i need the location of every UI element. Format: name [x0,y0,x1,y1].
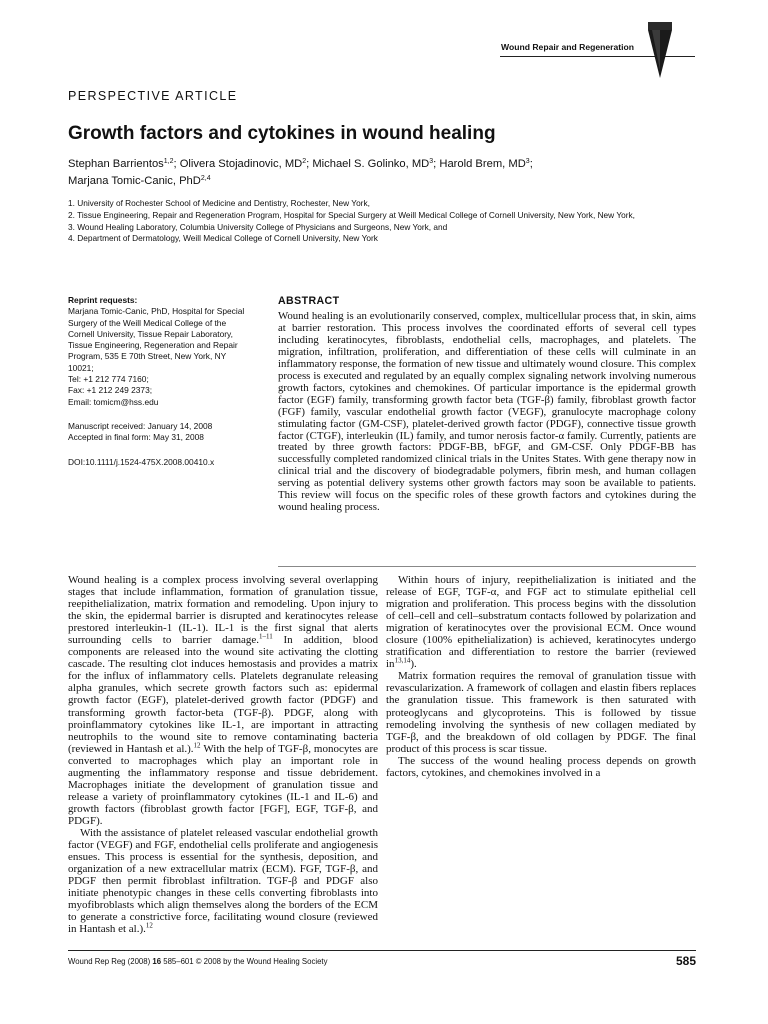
author-affiliation-marker: 1,2 [163,158,174,165]
author-separator: ; [529,158,533,170]
reprint-address: Marjana Tomic-Canic, PhD, Hospital for Special Surgery of the Weill Medical College of the Cornell University, Tissue Repair Laboratory, Tissue Engineering, Regeneration and Repair Program, 535 E 70th Street, New York, NY 10021; [68,306,245,373]
affiliation-item: 4. Department of Dermatology, Weill Medical College of Cornell University, New York [68,233,378,244]
paragraph-text: With the help of TGF-β, monocytes are converted to macrophages which play an important role in augmenting the inflammatory response and tissue debridement. Macrophages initiate the development of granulation tissue and release a variety of proinflammatory cytokines (IL-1 and IL-6) and growth factors (fibroblast growth factor [FGF], EGF, TGF-β, and PDGF). [68,742,378,827]
author-affiliation-marker: 2 [302,158,307,165]
affiliation-item: 1. University of Rochester School of Medicine and Dentistry, Rochester, New York, [68,198,370,208]
author-name: Harold Brem, MD [439,158,526,170]
body-paragraph [68,574,378,827]
abstract-body-text: Wound healing is an evolutionarily conserved, complex, multicellular process that, in skin, aims at barrier restoration. This process involves the coordinated efforts of several cell types including keratinocytes, fibroblasts, endothelial cells, macrophages, and platelets. The migration, infiltration, proliferation, and differentiation of these cells will culminate in an inflammatory response, the formation of new tissue and ultimately wound closure. This complex process is executed and regulated by an equally complex signaling network involving numerous growth factors, cytokines and chemokines. Of particular importance is the epidermal growth factor (EGF) family, transforming growth factor beta (TGF-β) family, fibroblast growth factor (FGF) family, vascular endothelial growth factor (VEGF), granulocyte macrophage colony stimulating factor (GM-CSF), platelet-derived growth factor (PDGF), connective tissue growth factor (CTGF), interleukin (IL) family, and tumor nerosis factor-α family. Currently, patients are treated by three growth factors: PDGF-BB, bFGF, and GM-CSF. Only PDGF-BB has successfully completed randomized clinical trials in the Unites States. With gene therapy now in clinical trial and the discovery of biodegradable polymers, fibrin mesh, and human collagen serving as potential delivery systems other growth factors may soon be available to patients. This review will focus on the specific roles of these growth factors and cytokines during the wound healing process. [278,310,696,514]
footer-copyright: 585–601 © 2008 by the Wound Healing Society [161,957,328,966]
author-name: Stephan Barrientos [68,158,164,170]
paragraph-text: Matrix formation requires the removal of granulation tissue with revascularization. A framework of collagen and elastin fibers replaces the granulation tissue. This framework is then saturated with proteoglycans and glycoproteins. This is followed by tissue remodeling involving the synthesis of new collagen mediated by TGF-β, and the breakdown of old collagen by PDGF. The final product of this process is scar tissue. [386,670,696,755]
body-column-left [68,574,378,935]
manuscript-received: Manuscript received: January 14, 2008 [68,420,213,431]
author-list [68,156,708,190]
abstract-text [278,311,696,514]
author-name: Michael S. Golinko, MD [312,158,430,170]
affiliation-item: 3. Wound Healing Laboratory, Columbia University College of Physicians and Surgeons, New York, and [68,221,448,232]
reprint-email[interactable]: Email: tomicm@hss.edu [68,396,159,407]
reprint-tel: Tel: +1 212 774 7160; [68,374,149,385]
footer-citation [68,957,327,966]
paragraph-text: Within hours of injury, reepithelialization is initiated and the release of EGF, TGF-α, and FGF act to stimulate epithelial cell migration and proliferation. This process begins with the dissolution of cell–cell and cell–substratum contacts followed by polarization and migration of keratinocytes over the provisional ECM. Once wound closure (100% epithelialization) is achieved, keratinocytes undergo stratification and differentiation to restore the barrier (reviewed in [386,574,696,671]
citation-marker[interactable]: 12 [193,741,201,749]
paragraph-text: The success of the wound healing process depends on growth factors, cytokines, and chemokines involved in a [386,754,696,779]
abstract-divider [278,566,696,567]
citation-marker[interactable]: 12 [145,921,153,930]
article-type: PERSPECTIVE ARTICLE [68,89,238,103]
journal-header [0,0,768,80]
paragraph-text: Wound healing is a complex process involving several overlapping stages that include inflammation, formation of granulation tissue, reepithelialization, matrix formation and remodeling. Upon injury to the skin, the epidermal barrier is disrupted and keratinocytes release prestored interleukin-1 (IL-1). IL-1 is the first signal that alerts surrounding cells to barrier damage. [68,574,378,647]
journal-logo-icon [640,22,680,82]
body-column-right [386,574,696,779]
journal-name: Wound Repair and Regeneration [501,42,635,52]
body-paragraph [386,755,696,779]
article-title: Growth factors and cytokines in wound healing [68,123,496,144]
body-paragraph [386,574,696,670]
article-info-sidebar [68,295,248,468]
paragraph-text: ). [410,658,417,671]
reprint-label: Reprint requests: [68,295,138,305]
author-affiliation-marker: 2,4 [200,175,211,182]
abstract-heading: ABSTRACT [278,295,340,307]
author-affiliation-marker: 3 [429,158,434,165]
manuscript-accepted: Accepted in final form: May 31, 2008 [68,432,204,443]
citation-marker[interactable]: 1–11 [259,632,273,641]
body-paragraph [386,670,696,754]
paragraph-text: In addition, blood components are released into the wound site activating the clotting cascade. The resulting clot induces hemostasis and provides a matrix for the influx of inflammatory cells. Platelets degranulate releasing alpha granules, which secrete growth factors such as: epidermal growth factor (EGF), platelet-derived growth factor (PDGF) and transforming growth factor-beta (TGF-β). PDGF, along with proinflammatory cytokines like IL-1, are important in attracting neutrophils to the wound site to remove contaminating bacteria (reviewed in Hantash et al.). [68,634,378,755]
doi-link[interactable]: DOI:10.1111/j.1524-475X.2008.00410.x [68,456,215,467]
author-separator: ; [306,158,313,170]
paragraph-text: With the assistance of platelet released vascular endothelial growth factor (VEGF) and FGF, endothelial cells proliferate and angiogenesis ensues. This process is essential for the synthesis, deposition, and organization of a new extracellular matrix (ECM). FGF, TGF-β, and PDGF then permit fibroblast infiltration. TGF-β and PDGF also initiate phenotypic changes in these cells converting fibroblasts into myofibroblasts which align themselves along the borders of the ECM to generate a constrictive force, facilitating wound closure (reviewed in Hantash et al.). [68,826,378,936]
affiliation-item: 2. Tissue Engineering, Repair and Regeneration Program, Hospital for Special Surgery at Weill Medical College of Cornell University, New York, New York, [68,209,635,220]
reprint-fax: Fax: +1 212 249 2373; [68,385,153,396]
author-name: Olivera Stojadinovic, MD [179,158,303,170]
author-affiliation-marker: 3 [525,158,530,165]
body-paragraph [68,827,378,935]
footer-rule [68,950,696,951]
author-separator: ; [173,158,180,170]
affiliation-list [68,198,698,245]
page-number: 585 [675,954,696,968]
footer-journal: Wound Rep Reg (2008) [68,957,153,966]
author-name: Marjana Tomic-Canic, PhD [68,175,201,187]
author-separator: ; [433,158,440,170]
citation-marker[interactable]: 13,14 [394,656,411,665]
footer-volume: 16 [152,957,162,966]
